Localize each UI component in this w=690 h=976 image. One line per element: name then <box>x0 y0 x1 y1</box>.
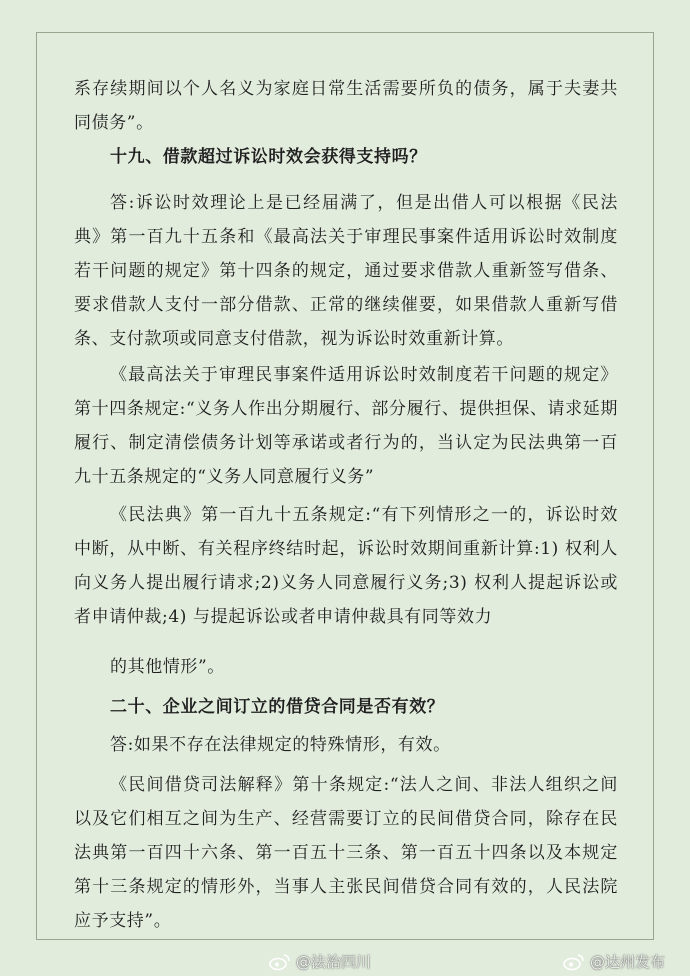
watermark-left <box>268 951 371 972</box>
weibo-icon <box>562 953 586 971</box>
paragraph-19-regulation: 《最高法关于审理民事案件适用诉讼时效制度若干问题的规定》第十四条规定:“义务人作出分期履行、部分履行、提供担保、请求延期履行、制定清偿债务计划等承诺或者行为的，当认定为民法典第一百九十五条规定的“义务人同意履行义务” <box>74 365 618 487</box>
watermark-right <box>562 951 665 972</box>
watermark-right-text: @达州发布 <box>590 953 666 971</box>
heading-question-20: 二十、企业之间订立的借贷合同是否有效？ <box>110 697 445 717</box>
paragraph-continuation: 系存续期间以个人名义为家庭日常生活需要所负的债务，属于夫妻共同债务”。 <box>74 79 618 133</box>
answer-20: 答:如果不存在法律规定的特殊情形，有效。 <box>110 735 451 755</box>
paragraph-19-tail: 的其他情形”。 <box>110 657 225 677</box>
paragraph-19-civil-code: 《民法典》第一百九十五条规定:“有下列情形之一的，诉讼时效中断，从中断、有关程序终结时起，诉讼时效期间重新计算:1) 权利人向义务人提出履行请求;2)义务人同意履行义务;3) 权利人提起诉讼或者申请仲裁;4) 与提起诉讼或者申请仲裁具有同等效力 <box>74 505 618 627</box>
watermark-left-text: @法治四川 <box>296 953 372 971</box>
paragraph-20-interpretation: 《民间借贷司法解释》第十条规定:“法人之间、非法人组织之间以及它们相互之间为生产、经营需要订立的民间借贷合同，除存在民法典第一百四十六条、第一百五十三条、第一百五十四条以及本规定第十三条规定的情形外，当事人主张民间借贷合同有效的，人民法院应予支持”。 <box>74 775 618 931</box>
weibo-icon <box>268 953 292 971</box>
answer-19: 答:诉讼时效理论上是已经届满了，但是出借人可以根据《民法典》第一百九十五条和《最高法关于审理民事案件适用诉讼时效制度若干问题的规定》第十四条的规定，通过要求借款人重新签写借条、要求借款人支付一部分借款、正常的继续催要，如果借款人重新写借条、支付款项或同意支付借款，视为诉讼时效重新计算。 <box>74 193 618 349</box>
heading-question-19: 十九、借款超过诉讼时效会获得支持吗？ <box>110 147 427 167</box>
